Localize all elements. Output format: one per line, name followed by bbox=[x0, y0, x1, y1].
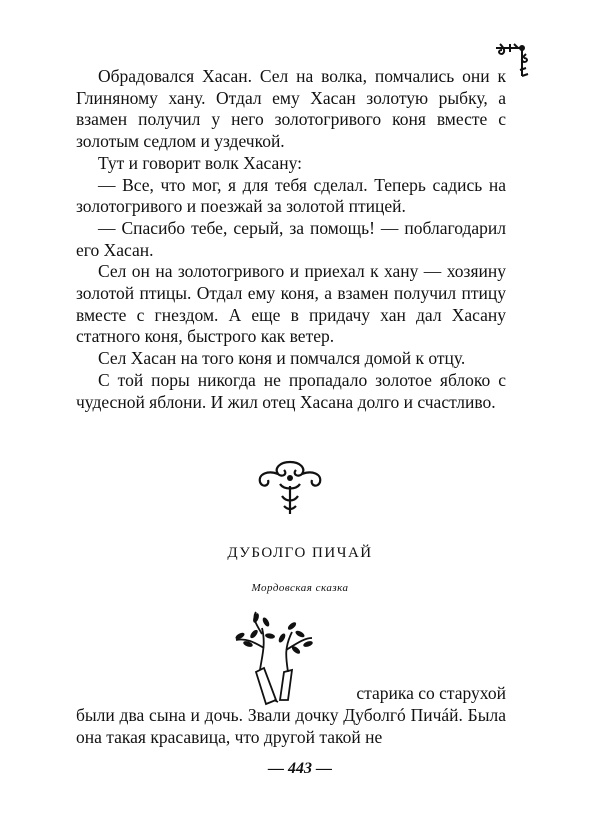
story-first-line: старика со старухой bbox=[356, 683, 506, 703]
paragraph: Тут и говорит волк Хасану: bbox=[98, 152, 303, 173]
paragraph: Обрадовался Хасан. Сел на волка, помчались они к Глиняному хану. Отдал ему Хасан золотую рыбку, а взамен получил у него золотогривого коня вместе с золотым седлом и уздечкой. bbox=[76, 66, 506, 152]
story-title: ДУБОЛГО ПИЧАЙ bbox=[227, 545, 373, 561]
paragraph: — Все, что мог, я для тебя сделал. Теперь садись на золотогривого и поезжай за золотой птицей. bbox=[76, 174, 506, 217]
paragraph: — Спасибо тебе, серый, за помощь! — поблагодарил его Хасан. bbox=[76, 217, 506, 260]
paragraph: Сел он на золотогривого и приехал к хану — хозяину золотой птицы. Отдал ему коня, а взамен получил птицу вместе с гнездом. А еще в придачу хан дал Хасану статного коня, быстрого как ветер. bbox=[76, 261, 506, 347]
paragraph: С той поры никогда не пропадало золотое яблоко с чудесной яблони. И жил отец Хасана долго и счастливо. bbox=[76, 369, 506, 412]
paragraph: Сел Хасан на того коня и помчался домой к отцу. bbox=[98, 348, 466, 369]
story-end-text bbox=[76, 66, 506, 413]
story-subtitle: Мордовская сказка bbox=[251, 582, 349, 594]
section-ornament bbox=[250, 456, 330, 518]
paragraph: были два сына и дочь. Звали дочку Дуболгó Пичáй. Была она такая красавица, что другой такой не bbox=[76, 705, 506, 747]
story-beginning-text bbox=[76, 705, 506, 748]
page-number: — 443 — bbox=[268, 760, 332, 777]
